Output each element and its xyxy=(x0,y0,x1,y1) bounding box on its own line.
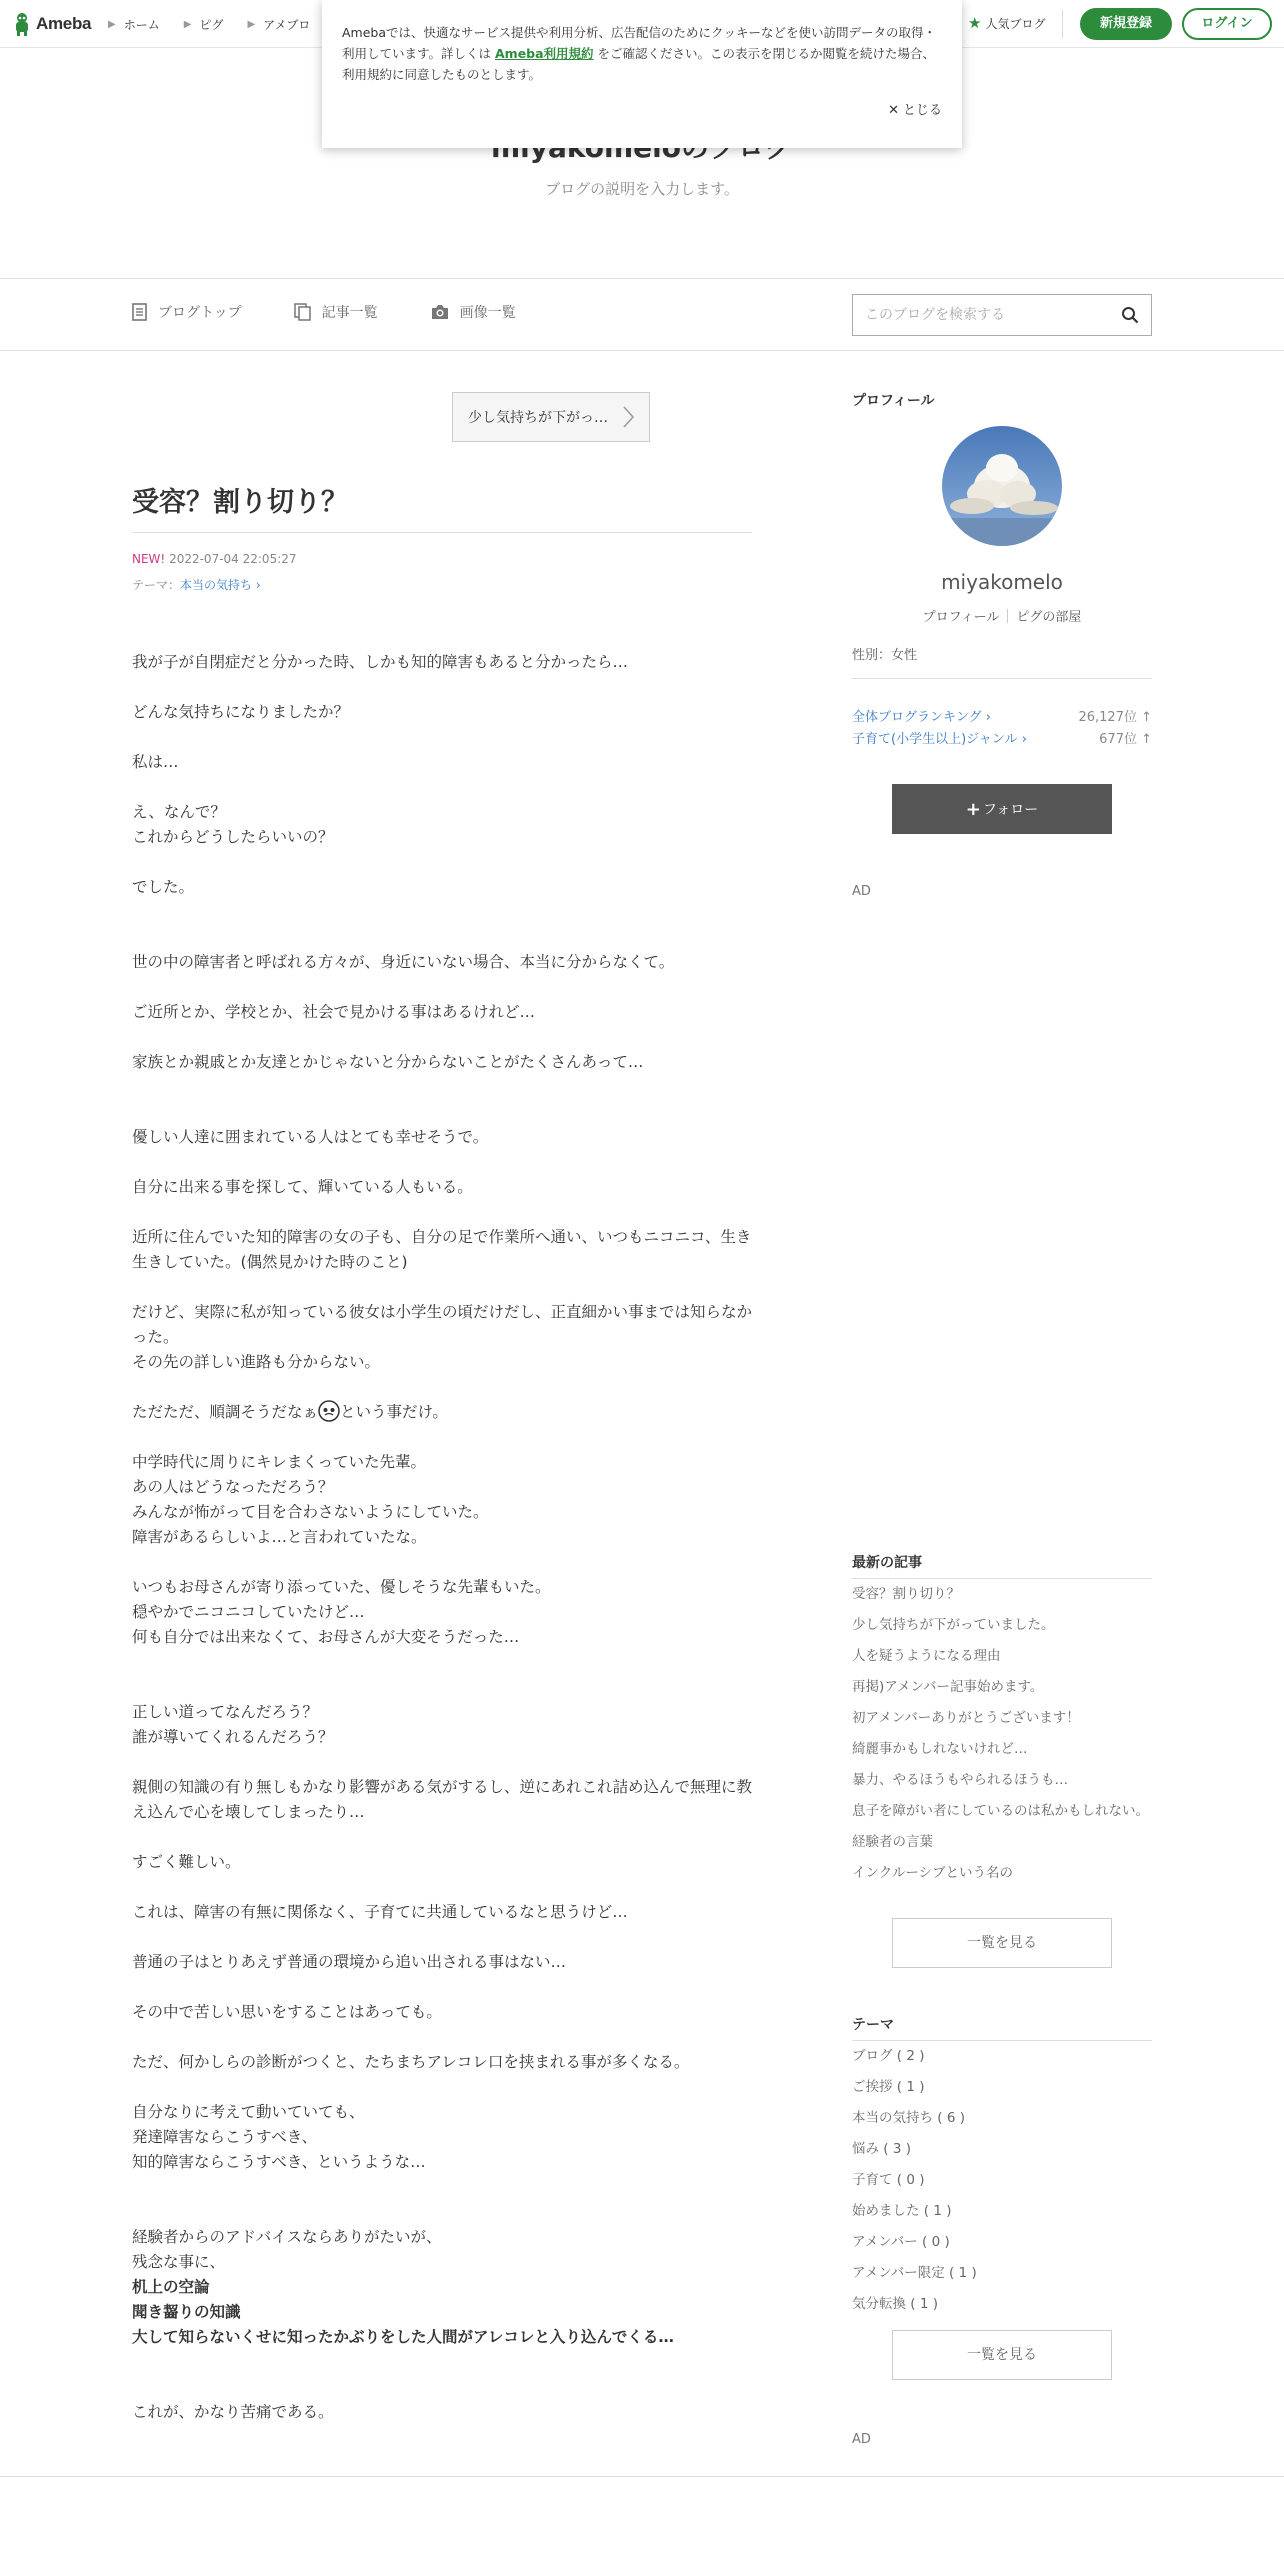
star-icon: ★ xyxy=(968,14,982,32)
avatar-image xyxy=(942,426,1062,546)
blog-subnav xyxy=(132,302,516,322)
ranking-value: 26,127位 ↑ xyxy=(1078,710,1152,725)
latest-item[interactable]: 少し気持ちが下がっていました。 xyxy=(852,1617,1055,1633)
article-date: 2022-07-04 22:05:27 xyxy=(169,552,297,566)
blog-top-label: ブログトップ xyxy=(158,305,242,321)
cookie-text-before: Amebaでは、快適なサービス提供や利用分析、広告配信のためにクッキーなどを使い訪問データの取得・利用しています。詳しくは xyxy=(342,25,937,61)
ranking-row xyxy=(852,706,1152,725)
body-line: ご近所とか、学校とか、社会で見かける事はあるけれど… xyxy=(132,1003,536,1021)
latest-item[interactable]: 受容？割り切り？ xyxy=(852,1586,960,1602)
body-bold-line xyxy=(132,2325,752,2350)
body-line: これが、かなり苦痛である。 xyxy=(132,2403,334,2421)
close-icon: ✕ xyxy=(888,103,899,118)
latest-item[interactable]: 経験者の言葉 xyxy=(852,1834,933,1850)
body-line: 知的障害ならこうすべき、というような… xyxy=(132,2153,426,2171)
nav-home-label: ホーム xyxy=(123,18,160,32)
document-icon xyxy=(132,303,148,321)
cookie-consent-dialog xyxy=(322,0,962,148)
subnav-rule xyxy=(0,350,1284,351)
body-line: 優しい人達に囲まれている人はとても幸せそうで。 xyxy=(132,1128,489,1146)
body-line: 私は… xyxy=(132,753,179,771)
body-line: 我が子が自閉症だと分かった時、しかも知的障害もあると分かったら… xyxy=(132,653,629,671)
latest-item[interactable]: 息子を障がい者にしているのは私かもしれない。 xyxy=(852,1803,1149,1819)
theme-rule xyxy=(852,2040,1152,2041)
ad-label: AD xyxy=(852,2432,871,2447)
bold-text: 大して知らないくせに知ったかぶりをした人間がアレコレと入り込んでくる… xyxy=(132,2328,674,2346)
blog-search-input[interactable] xyxy=(865,307,1121,323)
profile-username[interactable]: miyakomelo xyxy=(941,570,1063,594)
body-line: 近所に住んでいた知的障害の女の子も、自分の足で作業所へ通い、いつもニコニコ、生き生きしていた。(偶然見かけた時のこと) xyxy=(132,1228,752,1271)
bold-text: 机上の空論 xyxy=(132,2278,210,2296)
body-line: 普通の子はとりあえず普通の環境から追い出される事はない… xyxy=(132,1953,567,1971)
theme-item[interactable]: アメンバー ( 0 ) xyxy=(852,2234,950,2250)
body-bold-line xyxy=(132,2300,752,2325)
theme-item[interactable]: 子育て ( 0 ) xyxy=(852,2172,925,2188)
body-line: その先の詳しい進路も分からない。 xyxy=(132,1353,381,1371)
latest-list xyxy=(852,1584,1152,1894)
theme-link[interactable]: 本当の気持ち xyxy=(180,578,253,592)
ranking-link-genre[interactable]: 子育て(小学生以上)ジャンル › xyxy=(852,732,1027,747)
theme-item[interactable]: ご挨拶 ( 1 ) xyxy=(852,2079,925,2095)
body-line: 自分なりに考えて動いていても、 xyxy=(132,2103,365,2121)
camera-icon xyxy=(430,304,450,320)
body-line: 中学時代に周りにキレまくっていた先輩。 xyxy=(132,1453,427,1471)
profile-gender: 性別：女性 xyxy=(852,648,918,663)
theme-list xyxy=(852,2046,1152,2325)
body-line xyxy=(132,1400,752,1425)
body-line: あの人はどうなっただろう？ xyxy=(132,1478,334,1496)
body-line-part: という事だけ。 xyxy=(340,1403,448,1421)
ranking-label: 全体ブログランキング xyxy=(852,710,982,725)
entry-list-label: 記事一覧 xyxy=(321,305,378,321)
popular-blog-label: 人気ブログ xyxy=(985,16,1046,31)
header-rule xyxy=(0,278,1284,279)
popular-blog-link[interactable] xyxy=(968,14,1045,32)
chevron-right-icon: ▶ xyxy=(247,19,256,30)
terms-link[interactable]: Ameba利用規約 xyxy=(495,46,594,61)
body-line-part: ただただ、順調そうだなぁ xyxy=(132,1403,319,1421)
image-list-label: 画像一覧 xyxy=(459,305,516,321)
latest-item[interactable]: 暴力、やるほうもやられるほうも… xyxy=(852,1772,1068,1788)
theme-item[interactable]: 悩み ( 3 ) xyxy=(852,2141,911,2157)
latest-item[interactable]: 初アメンバーありがとうございます！ xyxy=(852,1710,1080,1726)
latest-heading: 最新の記事 xyxy=(852,1555,922,1571)
login-button[interactable]: ログイン xyxy=(1182,8,1272,40)
latest-item[interactable]: 綺麗事かもしれないけれど… xyxy=(852,1741,1028,1757)
entry-list-link[interactable] xyxy=(294,302,378,322)
title-rule xyxy=(132,532,752,533)
body-line: だけど、実際に私が知っている彼女は小学生の頃だけだし、正直細かい事までは知らなかった。 xyxy=(132,1303,753,1346)
previous-entry-label: 少し気持ちが下がっ… xyxy=(468,410,608,426)
copy-icon xyxy=(294,303,312,321)
theme-item[interactable]: アメンバー限定 ( 1 ) xyxy=(852,2265,977,2281)
body-line: 自分に出来る事を探して、輝いている人もいる。 xyxy=(132,1178,473,1196)
body-line: 世の中の障害者と呼ばれる方々が、身近にいない場合、本当に分からなくて。 xyxy=(132,953,675,971)
nav-home[interactable] xyxy=(108,16,160,33)
theme-label: テーマ： xyxy=(132,578,181,592)
latest-item[interactable]: インクルーシブという名の xyxy=(852,1865,1014,1881)
article-meta xyxy=(132,552,297,566)
theme-item[interactable]: 気分転換 ( 1 ) xyxy=(852,2296,938,2312)
follow-label: フォロー xyxy=(982,802,1039,818)
bold-text: 聞き齧りの知識 xyxy=(132,2303,241,2321)
blog-top-link[interactable] xyxy=(132,302,242,322)
latest-rule xyxy=(852,1578,1152,1579)
profile-avatar[interactable] xyxy=(942,426,1062,546)
latest-item[interactable]: 人を疑うようになる理由 xyxy=(852,1648,1001,1664)
body-line: 家族とか親戚とか友達とかじゃないと分からないことがたくさんあって… xyxy=(132,1053,644,1071)
body-line: 障害があるらしいよ…と言われていたな。 xyxy=(132,1528,427,1546)
sweat-face-emoji-icon xyxy=(318,1400,340,1422)
body-line: 穏やかでニコニコしていたけど… xyxy=(132,1603,365,1621)
body-line: 誰が導いてくれるんだろう？ xyxy=(132,1728,334,1746)
theme-item[interactable]: 本当の気持ち ( 6 ) xyxy=(852,2110,965,2126)
ranking-row xyxy=(852,728,1152,747)
body-line: これは、障害の有無に関係なく、子育てに共通しているなと思うけど… xyxy=(132,1903,628,1921)
cookie-close-label: とじる xyxy=(902,103,942,118)
body-line: 親側の知識の有り無しもかなり影響がある気がするし、逆にあれこれ詰め込んで無理に教え込んで心を壊してしまったり… xyxy=(132,1778,753,1821)
body-line: 残念な事に、 xyxy=(132,2253,226,2271)
ad-label: AD xyxy=(852,884,871,899)
chevron-right-icon: ▶ xyxy=(183,19,192,30)
body-line: 正しい道ってなんだろう？ xyxy=(132,1703,319,1721)
cookie-text xyxy=(342,22,942,85)
article-body xyxy=(132,650,752,2425)
body-line: これからどうしたらいいの？ xyxy=(132,828,334,846)
body-line: みんなが怖がって目を合わさないようにしていた。 xyxy=(132,1503,489,1521)
body-line: 発達障害ならこうすべき、 xyxy=(132,2128,318,2146)
profile-heading: プロフィール xyxy=(852,393,935,409)
signup-button[interactable]: 新規登録 xyxy=(1080,8,1172,40)
link-separator xyxy=(1007,609,1008,623)
ranking-label: 子育て(小学生以上)ジャンル xyxy=(852,732,1018,747)
body-bold-line xyxy=(132,2275,752,2300)
previous-entry-button[interactable] xyxy=(452,392,650,442)
profile-links xyxy=(852,606,1152,625)
theme-item[interactable]: 始めました ( 1 ) xyxy=(852,2203,952,2219)
nav-pigg[interactable] xyxy=(184,16,224,33)
latest-more-button[interactable]: 一覧を見る xyxy=(892,1918,1112,1968)
global-nav xyxy=(108,16,310,33)
new-badge: NEW! xyxy=(132,552,166,566)
footer-rule xyxy=(0,2476,1284,2477)
nav-ameblo-label: アメブロ xyxy=(263,18,311,32)
latest-item[interactable]: 再掲)アメンバー記事始めます。 xyxy=(852,1679,1044,1695)
follow-button[interactable] xyxy=(892,784,1112,834)
nav-ameblo[interactable] xyxy=(247,16,310,33)
blog-description: ブログの説明を入力します。 xyxy=(545,180,739,198)
image-list-link[interactable] xyxy=(430,302,516,322)
cookie-text-after: をご確認ください。この表示を閉じるか閲覧を続けた場合、利用規約に同意したものとします。 xyxy=(342,46,936,82)
search-icon[interactable] xyxy=(1121,306,1139,324)
cookie-close-button[interactable] xyxy=(888,100,942,121)
body-line: 経験者からのアドバイスならありがたいが、 xyxy=(132,2228,442,2246)
body-line: 何も自分では出来なくて、お母さんが大変そうだった… xyxy=(132,1628,520,1646)
article-theme xyxy=(132,576,261,593)
body-line: どんな気持ちになりましたか？ xyxy=(132,703,350,721)
ranking-link-overall[interactable]: 全体ブログランキング › xyxy=(852,710,991,725)
theme-item[interactable]: ブログ ( 2 ) xyxy=(852,2048,925,2064)
theme-more-button[interactable]: 一覧を見る xyxy=(892,2330,1112,2380)
logo-text: Ameba xyxy=(36,14,92,33)
body-line: いつもお母さんが寄り添っていた、優しそうな先輩もいた。 xyxy=(132,1578,551,1596)
profile-rule xyxy=(852,678,1152,679)
ameba-logo[interactable] xyxy=(12,12,91,36)
body-line: ただ、何かしらの診断がつくと、たちまちアレコレ口を挟まれる事が多くなる。 xyxy=(132,2053,690,2071)
body-line: でした。 xyxy=(132,878,195,896)
theme-heading: テーマ xyxy=(852,2017,894,2033)
chevron-right-icon: › xyxy=(252,578,261,592)
chevron-right-icon: ▶ xyxy=(108,19,116,30)
chevron-right-icon xyxy=(622,406,634,428)
header-divider xyxy=(1062,10,1063,38)
body-line: え、なんで？ xyxy=(132,803,226,821)
body-line: その中で苦しい思いをすることはあっても。 xyxy=(132,2003,442,2021)
plus-icon: + xyxy=(965,798,981,820)
ranking-value: 677位 ↑ xyxy=(1099,732,1152,747)
nav-pigg-label: ピグ xyxy=(199,18,224,32)
ameba-logo-icon xyxy=(12,12,32,36)
article-title[interactable]: 受容？割り切り？ xyxy=(132,487,348,518)
body-line: すごく難しい。 xyxy=(132,1853,241,1871)
pig-room-link[interactable]: ピグの部屋 xyxy=(1016,610,1082,625)
profile-link[interactable]: プロフィール xyxy=(922,610,1000,625)
blog-search-box xyxy=(852,294,1152,336)
